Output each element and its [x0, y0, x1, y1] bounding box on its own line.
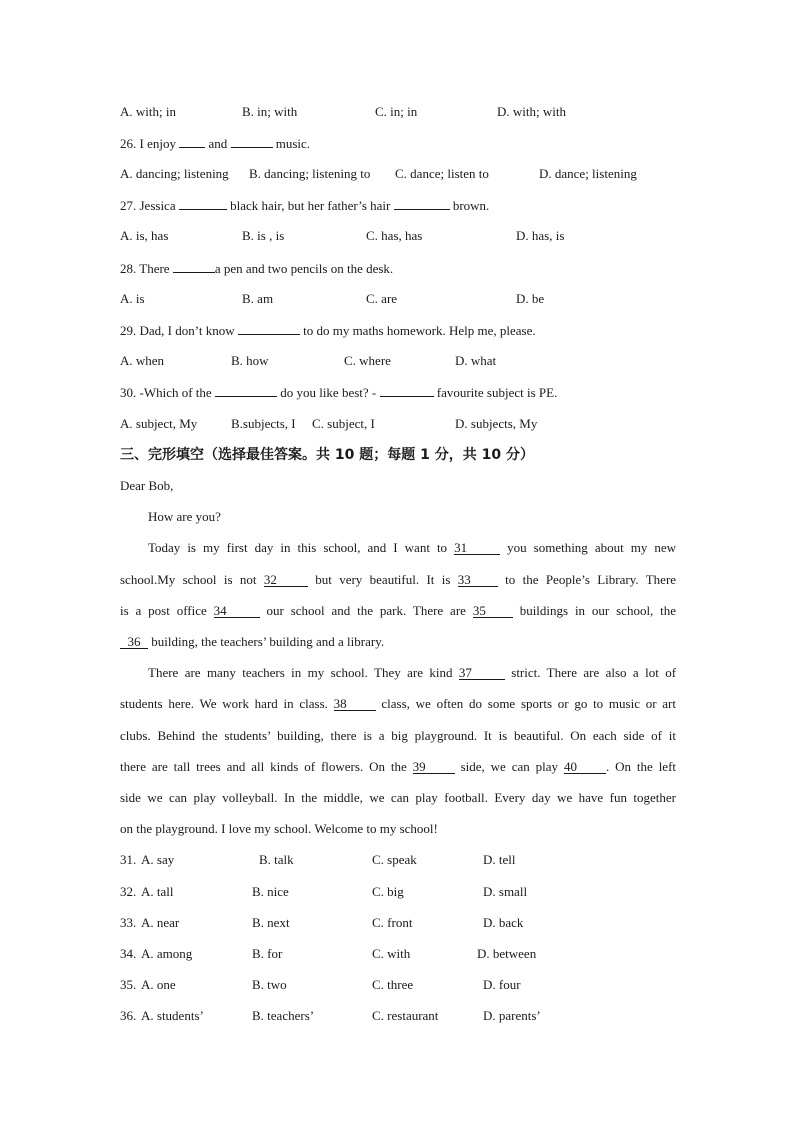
q32-number: 32.: [120, 884, 137, 899]
q26-blank-2: [231, 133, 273, 148]
q36-option-c: C. restaurant: [372, 1008, 439, 1023]
q28-suffix: a pen and two pencils on the desk.: [214, 261, 394, 276]
p1-text: Today is my first day in this school, and I want to: [148, 540, 448, 555]
q29-option-d: D. what: [455, 353, 497, 368]
q27-option-b: B. is , is: [242, 228, 285, 243]
blank-35: 35: [473, 603, 513, 618]
q36-number: 36.: [120, 1008, 137, 1023]
p2-text: side, we can play: [460, 759, 559, 774]
blank-40: 40: [564, 759, 606, 774]
p1-text: but very beautiful. It is: [315, 572, 451, 587]
q26-option-a: A. dancing; listening: [120, 166, 229, 181]
q27-mid: black hair, but her father’s hair: [230, 198, 391, 213]
q28-prefix: 28. There: [120, 261, 170, 276]
q27-options: [120, 226, 676, 246]
q36-option-b: B. teachers’: [252, 1008, 315, 1023]
q31-number: 31.: [120, 852, 137, 867]
q26-blank-1: [179, 133, 205, 148]
q31-options: [120, 850, 676, 870]
q33-option-c: C. front: [372, 915, 413, 930]
q26-mid: and: [208, 136, 228, 151]
q29-option-c: C. where: [344, 353, 391, 368]
q29-option-b: B. how: [231, 353, 269, 368]
q35-options: [120, 975, 676, 995]
q26-options: [120, 164, 676, 184]
q34-option-d: D. between: [477, 946, 537, 961]
q32-options: [120, 882, 676, 902]
q29-question: [120, 320, 676, 340]
q30-option-d: D. subjects, My: [455, 416, 538, 431]
q26-suffix: music.: [275, 136, 311, 151]
blank-33: 33: [458, 572, 498, 587]
p2-text: . On the left: [605, 759, 677, 774]
q31-option-b: B. talk: [259, 852, 294, 867]
q30-mid: do you like best? -: [280, 385, 377, 400]
p1-text: to the People’s Library. There: [505, 572, 677, 587]
p1-text: you something about my new: [507, 540, 677, 555]
q34-options: [120, 944, 676, 964]
blank-31: 31: [454, 540, 500, 555]
q30-options: [120, 414, 676, 434]
blank-34: 34: [214, 603, 260, 618]
q27-blank-1: [179, 195, 227, 210]
q32-option-b: B. nice: [252, 884, 289, 899]
q34-option-a: A. among: [141, 946, 193, 961]
p1-text: our school and the park. There are: [266, 603, 466, 618]
q33-option-d: D. back: [483, 915, 524, 930]
q28-options: [120, 289, 676, 309]
q35-option-c: C. three: [372, 977, 414, 992]
letter-greeting: Dear Bob,: [120, 478, 174, 493]
blank-39: 39: [413, 759, 455, 774]
p1-text: buildings in our school, the: [519, 603, 677, 618]
q28-blank: [173, 258, 215, 273]
p2-text: class, we often do some sports or go to music or art: [381, 696, 676, 711]
q30-question: [120, 382, 676, 402]
q35-number: 35.: [120, 977, 137, 992]
q29-option-a: A. when: [120, 353, 165, 368]
blank-32: 32: [264, 572, 308, 587]
q31-option-d: D. tell: [483, 852, 516, 867]
p2-text: There are many teachers in my school. They are kind: [148, 665, 453, 680]
q36-option-a: A. students’: [141, 1008, 204, 1023]
q25-option-d: D. with; with: [497, 104, 566, 119]
q28-option-c: C. are: [366, 291, 398, 306]
q29-options: [120, 351, 676, 371]
p1-line-4: [120, 632, 676, 652]
q30-suffix: favourite subject is PE.: [436, 385, 558, 400]
p1-text: building, the teachers’ building and a library.: [151, 634, 385, 649]
q26-option-d: D. dance; listening: [539, 166, 637, 181]
q29-blank: [238, 320, 300, 335]
q30-blank-2: [380, 382, 434, 397]
q26-question: [120, 133, 676, 153]
q34-number: 34.: [120, 946, 137, 961]
p2-text: strict. There are also a lot of: [511, 665, 677, 680]
q30-option-a: A. subject, My: [120, 416, 198, 431]
p1-line-1: [148, 538, 676, 558]
q33-options: [120, 913, 676, 933]
q27-option-a: A. is, has: [120, 228, 169, 243]
q27-prefix: 27. Jessica: [120, 198, 176, 213]
q25-option-b: B. in; with: [242, 104, 298, 119]
q25-options: [120, 102, 676, 122]
q34-option-c: C. with: [372, 946, 411, 961]
q28-option-a: A. is: [120, 291, 145, 306]
q26-option-b: B. dancing; listening to: [249, 166, 371, 181]
q31-option-a: A. say: [141, 852, 175, 867]
p2-line-4: [120, 757, 676, 777]
q28-option-b: B. am: [242, 291, 274, 306]
p1-line-3: [120, 601, 676, 621]
blank-38: 38: [334, 696, 376, 711]
blank-37: 37: [459, 665, 505, 680]
q30-prefix: 30. -Which of the: [120, 385, 212, 400]
q29-suffix: to do my maths homework. Help me, please.: [303, 323, 536, 338]
blank-36: 36: [120, 634, 148, 649]
q34-option-b: B. for: [252, 946, 283, 961]
q33-number: 33.: [120, 915, 137, 930]
q28-question: [120, 258, 676, 278]
q26-prefix: 26. I enjoy: [120, 136, 176, 151]
q25-option-c: C. in; in: [375, 104, 418, 119]
p1-text: is a post office: [120, 603, 207, 618]
q25-option-a: A. with; in: [120, 104, 176, 119]
q32-option-a: A. tall: [141, 884, 174, 899]
q32-option-d: D. small: [483, 884, 528, 899]
q32-option-c: C. big: [372, 884, 404, 899]
q36-option-d: D. parents’: [483, 1008, 541, 1023]
q31-option-c: C. speak: [372, 852, 417, 867]
q35-option-a: A. one: [141, 977, 176, 992]
letter-opening: How are you?: [148, 509, 221, 524]
q27-question: [120, 195, 676, 215]
p1-line-2: [120, 570, 676, 590]
q35-option-b: B. two: [252, 977, 287, 992]
q27-blank-2: [394, 195, 450, 210]
q29-prefix: 29. Dad, I don’t know: [120, 323, 235, 338]
q28-option-d: D. be: [516, 291, 545, 306]
q35-option-d: D. four: [483, 977, 521, 992]
q27-option-d: D. has, is: [516, 228, 565, 243]
q27-suffix: brown.: [452, 198, 490, 213]
q27-option-c: C. has, has: [366, 228, 423, 243]
p1-text: school.My school is not: [120, 572, 257, 587]
p2-line-5: side we can play volleyball. In the middle, we can play football. Every day we have fun together: [120, 790, 676, 805]
p2-line-6: on the playground. I love my school. Welcome to my school!: [120, 821, 438, 836]
q26-option-c: C. dance; listen to: [395, 166, 489, 181]
p2-line-2: [120, 694, 676, 714]
q33-option-a: A. near: [141, 915, 180, 930]
q30-option-c: C. subject, I: [312, 416, 375, 431]
q33-option-b: B. next: [252, 915, 290, 930]
section-heading: 三、完形填空（选择最佳答案。共 10 题；每题 1 分，共 10 分）: [120, 447, 534, 463]
q30-option-b: B.subjects, I: [231, 416, 296, 431]
q30-blank-1: [215, 382, 277, 397]
p2-text: students here. We work hard in class.: [120, 696, 328, 711]
p2-text: there are tall trees and all kinds of flowers. On the: [120, 759, 407, 774]
p2-line-3: clubs. Behind the students’ building, there is a big playground. It is beautiful. On each side of it: [120, 728, 676, 743]
p2-line-1: [148, 663, 676, 683]
q36-options: [120, 1006, 676, 1026]
